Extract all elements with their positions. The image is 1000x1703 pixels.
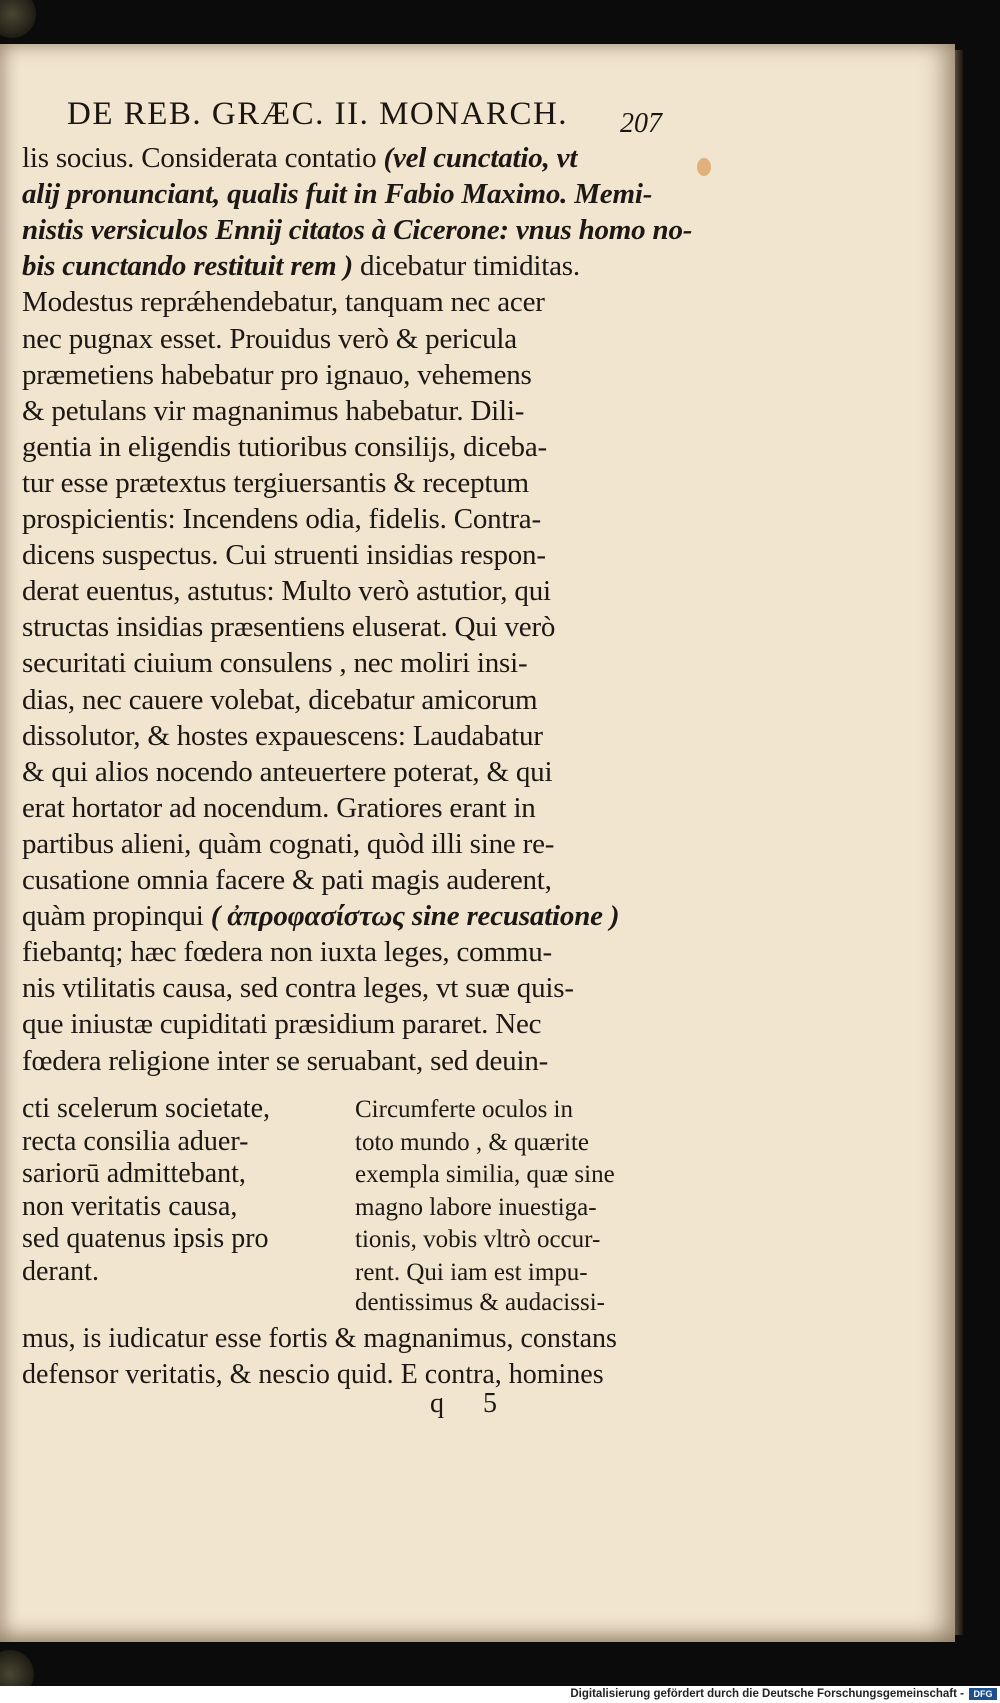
text-span: tur esse prætextus tergiuersantis & receptum <box>22 466 529 499</box>
text-span: Modestus reprǽhendebatur, tanquam nec acer <box>22 286 545 319</box>
text-line <box>22 357 662 393</box>
right-column-line: rent. Qui iam est impu- <box>355 1258 588 1286</box>
text-line <box>22 718 662 754</box>
text-span: & qui alios nocendo anteuertere poterat, & qui <box>22 755 553 788</box>
text-span: cusatione omnia facere & pati magis auderent, <box>22 864 552 896</box>
left-column-line: recta consilia aduer- <box>22 1125 249 1157</box>
tail-line: dentissimus & audacissi- <box>355 1289 605 1316</box>
right-column <box>355 1094 615 1289</box>
running-header: DE REB. GRÆC. II. MONARCH. <box>67 96 569 132</box>
italic-span: nistis versiculos Ennij citatos à Cicerone: vnus homo no- <box>22 214 693 247</box>
text-span: partibus alieni, quàm cognati, quòd illi sine re- <box>22 827 555 860</box>
text-span: & petulans vir magnanimus habebatur. Dili- <box>22 394 525 427</box>
text-span: prospicientis: Incendens odia, fidelis. Contra- <box>22 503 541 535</box>
text-line <box>22 1006 662 1042</box>
text-line <box>22 284 662 320</box>
dfg-logo: DFG <box>969 1688 997 1700</box>
right-column-line: Circumferte oculos in <box>355 1096 573 1123</box>
text-span: dissolutor, & hostes expauescens: Laudabatur <box>22 719 543 752</box>
text-line <box>22 248 662 284</box>
right-column-line: exempla similia, quæ sine <box>355 1161 615 1188</box>
italic-span: bis cunctando restituit rem ) <box>22 250 353 283</box>
italic-span: alij pronunciant, qualis fuit in Fabio Maximo. Memi- <box>22 178 653 211</box>
text-line <box>22 970 662 1006</box>
text-line <box>22 537 662 573</box>
ink-stain <box>697 158 711 176</box>
left-column-line: sariorū admittebant, <box>22 1158 246 1189</box>
text-line <box>22 140 662 176</box>
text-line <box>22 501 662 537</box>
left-column-line: non veritatis causa, <box>22 1190 238 1222</box>
text-line <box>22 393 662 429</box>
text-span: dicebatur timiditas. <box>352 250 580 283</box>
right-column-line: tionis, vobis vltrò occur- <box>355 1226 601 1253</box>
text-span: dias, nec cauere volebat, dicebatur amicorum <box>22 683 538 716</box>
text-line <box>22 465 662 501</box>
italic-span: ( ἀπροφασίστως sine recusatione ) <box>210 900 620 933</box>
page-edge <box>955 50 963 1635</box>
left-column-line: derant. <box>22 1255 99 1287</box>
text-span: dicens suspectus. Cui struenti insidias respon- <box>22 539 546 572</box>
text-line <box>22 645 662 681</box>
text-span: erat hortator ad nocendum. Gratiores erant in <box>22 791 536 824</box>
page-number: 207 <box>620 108 662 139</box>
text-span: quàm propinqui <box>22 900 211 933</box>
right-column-line: toto mundo , & quærite <box>355 1128 590 1156</box>
text-line <box>22 212 693 248</box>
text-span: derat euentus, astutus: Multo verò astutior, qui <box>22 575 551 608</box>
text-line <box>22 862 662 898</box>
text-span: structas insidias præsentiens eluserat. Qui verò <box>22 611 556 644</box>
left-column-line: sed quatenus ipsis pro <box>22 1223 269 1254</box>
text-span: lis socius. Considerata contatio <box>22 142 384 174</box>
text-line <box>22 609 662 645</box>
text-line <box>22 573 662 609</box>
text-line <box>22 790 662 826</box>
text-span: securitati ciuium consulens , nec moliri insi- <box>22 647 528 680</box>
left-column <box>22 1093 270 1288</box>
text-line <box>22 176 662 212</box>
text-line <box>22 826 662 862</box>
footer-credit: Digitalisierung gefördert durch die Deutsche Forschungsgemeinschaft - <box>570 1688 964 1700</box>
text-span: præmetiens habebatur pro ignauo, vehemens <box>22 358 532 391</box>
text-line <box>22 898 662 934</box>
text-line <box>22 321 662 357</box>
text-line <box>22 934 662 970</box>
text-span: que iniustæ cupiditati præsidium pararet. Nec <box>22 1008 542 1041</box>
right-column-line: magno labore inuestiga- <box>355 1193 597 1221</box>
top-left-corner <box>0 0 36 38</box>
text-span: nec pugnax esset. Prouidus verò & pericula <box>22 322 517 355</box>
signature-mark: q 5 <box>430 1388 513 1419</box>
left-column-line: cti scelerum societate, <box>22 1093 270 1124</box>
text-line <box>22 682 662 718</box>
text-line <box>22 1043 662 1079</box>
text-line <box>22 754 662 790</box>
tail-line: defensor veritatis, & nescio quid. E contra, homines <box>22 1359 604 1390</box>
text-span: fiebantq; hæc fœdera non iuxta leges, commu- <box>22 936 552 969</box>
tail-line: mus, is iudicatur esse fortis & magnanimus, constans <box>22 1323 617 1354</box>
text-span: gentia in eligendis tutioribus consilijs, diceba- <box>22 430 547 463</box>
text-line <box>22 429 662 465</box>
text-span: fœdera religione inter se seruabant, sed deuin- <box>22 1044 549 1077</box>
text-span: nis vtilitatis causa, sed contra leges, vt suæ quis- <box>22 972 574 1005</box>
italic-span: (vel cunctatio, vt <box>383 142 578 174</box>
